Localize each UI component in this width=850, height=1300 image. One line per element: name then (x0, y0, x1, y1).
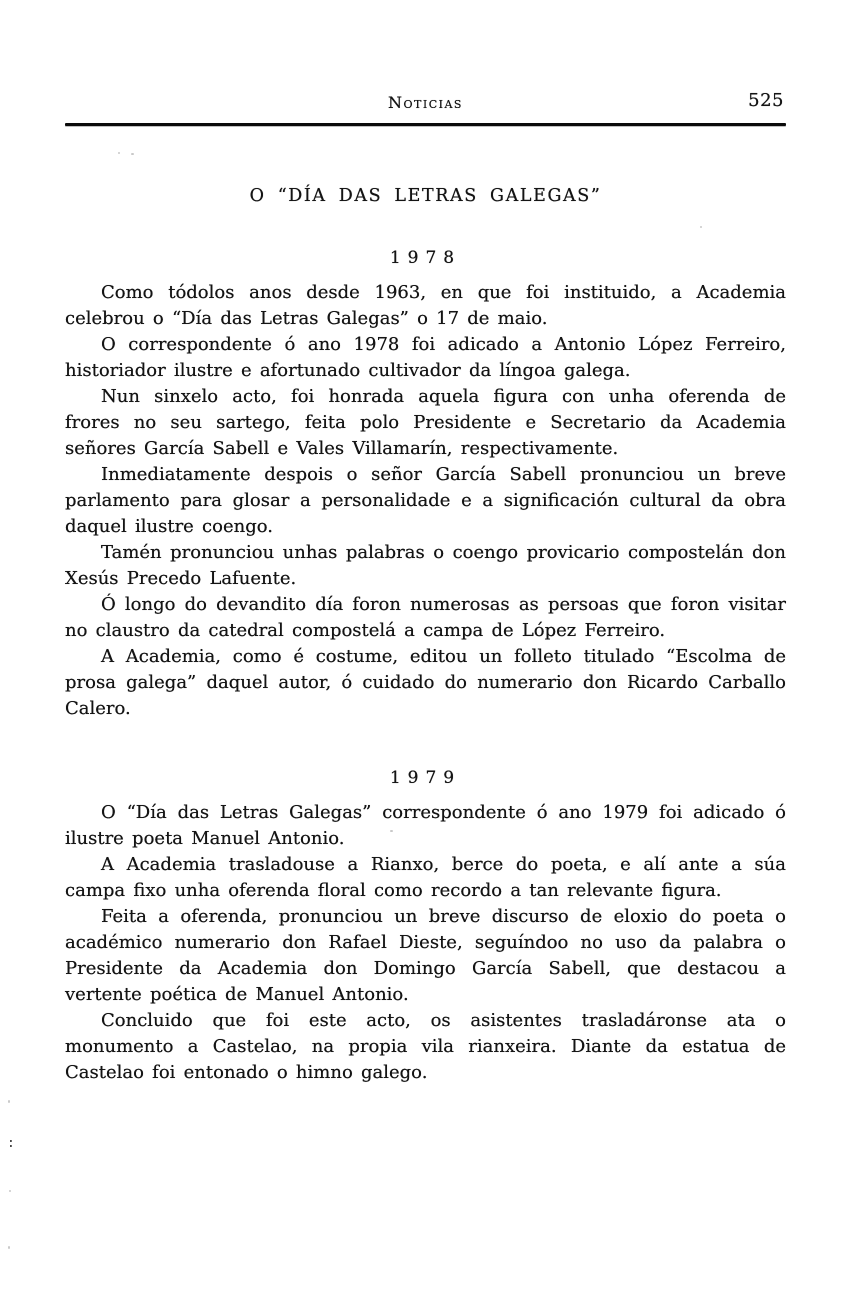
scan-margin-artifact: : (7, 1136, 15, 1151)
article-title: O “DÍA DAS LETRAS GALEGAS” (249, 186, 602, 206)
section-body-1979 (65, 800, 786, 1086)
paragraph: A Academia trasladouse a Rianxo, berce do poeta, e alí ante a súa campa fixo unha oferenda floral como recordo a tan relevante figura. (65, 854, 786, 901)
scan-speck (390, 830, 393, 832)
paragraph: Feita a oferenda, pronunciou un breve discurso de eloxio do poeta o académico numerario don Rafael Dieste, seguíndoo no uso da palabra o Presidente da Academia don Domingo García Sabell, que destacou a vertente poética de Manuel Antonio. (65, 906, 786, 1005)
paragraph: Concluido que foi este acto, os asistentes trasladáronse ata o monumento a Castelao, na propia vila rianxeira. Diante da estatua de Castelao foi entonado o himno galego. (65, 1010, 786, 1083)
paragraph: Inmediatamente despois o señor García Sabell pronunciou un breve parlamento para glosar a personalidade e a significación cultural da obra daquel ilustre coengo. (65, 464, 786, 537)
paragraph: Tamén pronunciou unhas palabras o coengo provicario compostelán don Xesús Precedo Lafuente. (65, 542, 786, 589)
scan-speck (118, 152, 120, 154)
page-number: 525 (748, 90, 784, 111)
section-body-1978 (65, 280, 786, 722)
scan-speck (131, 153, 134, 155)
scan-speck (9, 1190, 11, 1192)
text-column (65, 90, 786, 1086)
paragraph: Nun sinxelo acto, foi honrada aquela figura con unha oferenda de frores no seu sartego, feita polo Presidente e Secretario da Academia señores García Sabell e Vales Villamarín, respectivamente. (65, 386, 786, 459)
paragraph: O “Día das Letras Galegas” correspondente ó ano 1979 foi adicado ó ilustre poeta Manuel Antonio. (65, 802, 786, 849)
paragraph: Ó longo do devandito día foron numerosas as persoas que foron visitar no claustro da catedral compostelá a campa de López Ferreiro. (65, 594, 786, 641)
scan-speck (700, 226, 702, 228)
running-title: Noticias (388, 93, 463, 112)
paragraph: A Academia, como é costume, editou un folleto titulado “Escolma de prosa galega” daquel autor, ó cuidado do numerario don Ricardo Carballo Calero. (65, 646, 786, 719)
section-heading-1978: 1978 (389, 248, 462, 268)
page-header (65, 90, 786, 115)
scan-speck (8, 1246, 10, 1249)
header-rule (65, 123, 786, 126)
paragraph: Como tódolos anos desde 1963, en que foi instituido, a Academia celebrou o “Día das Letras Galegas” o 17 de maio. (65, 282, 786, 329)
scan-speck (8, 1100, 10, 1103)
section-heading-1979: 1979 (389, 768, 462, 788)
paragraph: O correspondente ó ano 1978 foi adicado a Antonio López Ferreiro, historiador ilustre e afortunado cultivador da língoa galega. (65, 334, 786, 381)
